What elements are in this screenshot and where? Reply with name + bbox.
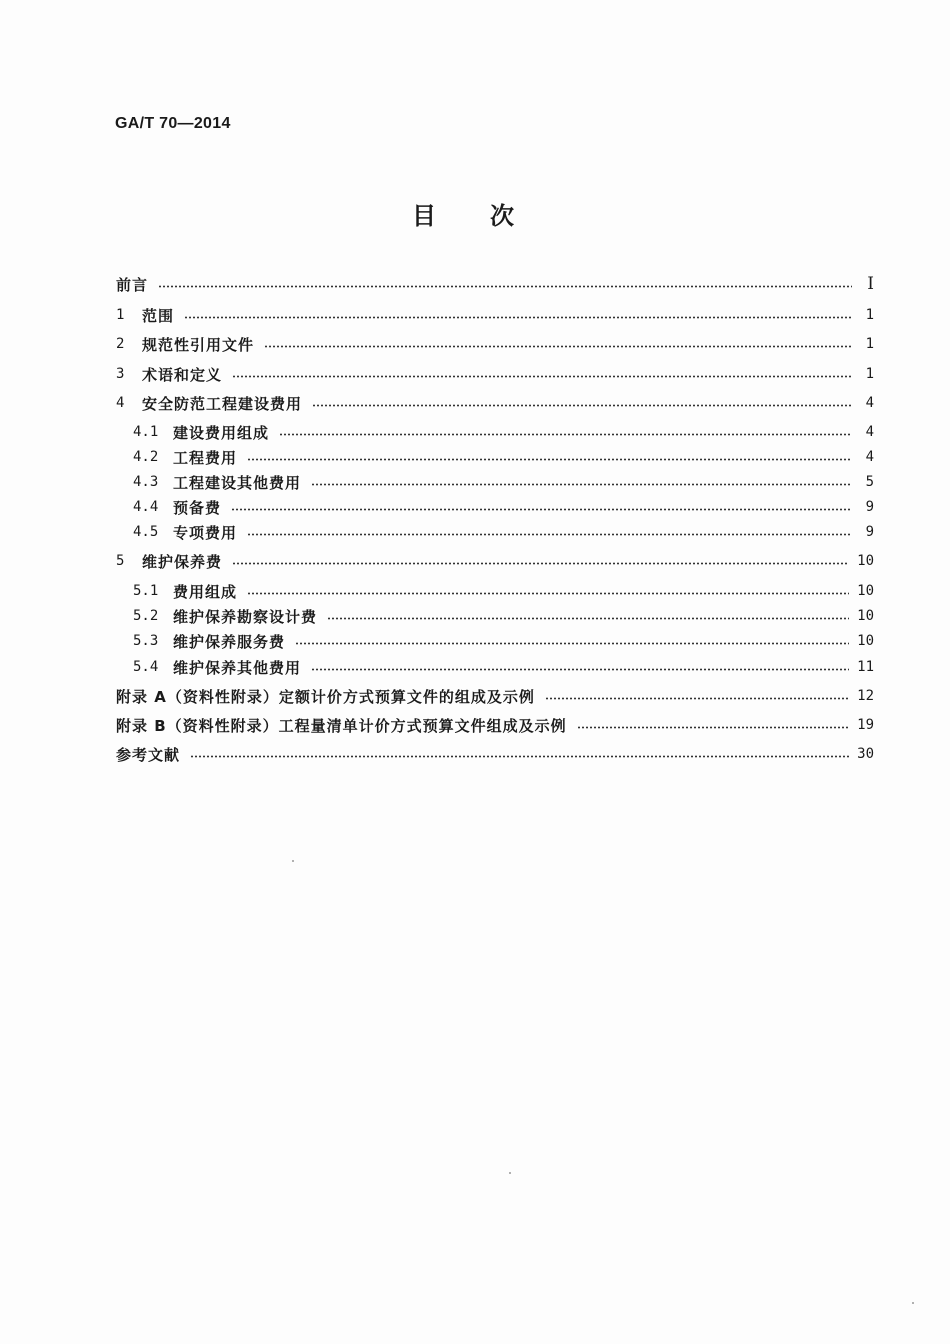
toc-entry-label: 维护保养费: [142, 552, 223, 571]
scan-speck: [292, 860, 294, 862]
toc-entry-label: 参考文献: [116, 745, 181, 764]
toc-entry-page: 10: [857, 553, 874, 569]
toc-title: 目次: [412, 202, 568, 230]
standard-code: GA/T 70—2014: [115, 115, 231, 132]
dot-leader: [311, 668, 849, 671]
toc-entry-appendix-b[interactable]: [116, 713, 874, 737]
toc-entry-label: 专项费用: [173, 523, 238, 542]
dot-leader: [231, 508, 852, 511]
toc-entry-label: 费用组成: [173, 582, 238, 601]
dot-leader: [247, 458, 852, 461]
toc-entry-label: 维护保养勘察设计费: [173, 607, 318, 626]
toc-entry-page: 19: [857, 717, 874, 733]
toc-entry-label: 范围: [142, 306, 175, 325]
toc-entry-4-3[interactable]: [133, 470, 874, 494]
toc-entry-page: 4: [865, 395, 874, 411]
dot-leader: [311, 483, 852, 486]
toc-entry-5-2[interactable]: [133, 604, 874, 628]
dot-leader: [247, 533, 852, 536]
toc-entry-5-4[interactable]: [133, 655, 874, 679]
toc-entry-number: 4.5: [133, 524, 159, 540]
toc-entry-number: 3: [116, 366, 125, 382]
toc-entry-label: 附录 B（资料性附录）工程量清单计价方式预算文件组成及示例: [116, 716, 567, 735]
toc-entry-5-1[interactable]: [133, 579, 874, 603]
toc-entry-number: 5: [116, 553, 125, 569]
toc-entry-label: 工程费用: [173, 448, 238, 467]
toc-entry-number: 5.4: [133, 659, 159, 675]
toc-entry-label: 规范性引用文件: [142, 335, 255, 354]
toc-entry-label: 建设费用组成: [173, 423, 270, 442]
scan-speck: [509, 1172, 511, 1174]
toc-entry-page: 11: [857, 659, 874, 675]
toc-entry-page: 9: [865, 524, 874, 540]
toc-entry-page: 12: [857, 688, 874, 704]
dot-leader: [184, 316, 852, 319]
dot-leader: [577, 726, 849, 729]
dot-leader: [545, 697, 849, 700]
toc-entry-number: 4.4: [133, 499, 159, 515]
dot-leader: [295, 642, 849, 645]
dot-leader: [190, 755, 849, 758]
toc-entry-number: 4.2: [133, 449, 159, 465]
toc-entry-number: 1: [116, 307, 125, 323]
dot-leader: [247, 592, 849, 595]
dot-leader: [327, 617, 849, 620]
toc-entry-number: 2: [116, 336, 125, 352]
toc-entry-page: 9: [865, 499, 874, 515]
toc-entry-appendix-a[interactable]: [116, 684, 874, 708]
toc-entry-label: 前言: [116, 275, 149, 294]
dot-leader: [232, 562, 849, 565]
toc-entry-page: 10: [857, 608, 874, 624]
dot-leader: [158, 285, 852, 288]
toc-entry-1[interactable]: [116, 303, 874, 327]
toc-entry-label: 维护保养服务费: [173, 632, 286, 651]
toc-entry-number: 5.3: [133, 633, 159, 649]
toc-entry-4[interactable]: [116, 391, 874, 415]
dot-leader: [232, 375, 852, 378]
toc-entry-label: 工程建设其他费用: [173, 473, 302, 492]
toc-entry-number: 4.1: [133, 424, 159, 440]
toc-entry-number: 5.1: [133, 583, 159, 599]
toc-entry-references[interactable]: [116, 742, 874, 766]
toc-entry-2[interactable]: [116, 332, 874, 356]
toc-entry-label: 术语和定义: [142, 365, 223, 384]
toc-entry-label: 预备费: [173, 498, 222, 517]
toc-entry-page: 30: [857, 746, 874, 762]
toc-entry-4-1[interactable]: [133, 420, 874, 444]
toc-entry-4-5[interactable]: [133, 520, 874, 544]
toc-entry-page: 5: [865, 474, 874, 490]
toc-entry-page: Ⅰ: [867, 274, 874, 294]
dot-leader: [264, 345, 852, 348]
toc-entry-page: 10: [857, 583, 874, 599]
scan-speck: [912, 1302, 914, 1304]
dot-leader: [312, 404, 852, 407]
toc-entry-label: 维护保养其他费用: [173, 658, 302, 677]
toc-entry-5[interactable]: [116, 549, 874, 573]
toc-entry-number: 4: [116, 395, 125, 411]
toc-entry-page: 1: [865, 336, 874, 352]
toc-entry-page: 4: [865, 449, 874, 465]
toc-entry-page: 1: [865, 307, 874, 323]
toc-entry-4-4[interactable]: [133, 495, 874, 519]
dot-leader: [279, 433, 852, 436]
toc-entry-page: 4: [865, 424, 874, 440]
toc-entry-number: 5.2: [133, 608, 159, 624]
toc-entry-foreword[interactable]: [116, 272, 874, 296]
toc-entry-5-3[interactable]: [133, 629, 874, 653]
toc-entry-number: 4.3: [133, 474, 159, 490]
toc-entry-4-2[interactable]: [133, 445, 874, 469]
toc-entry-page: 10: [857, 633, 874, 649]
toc-entry-label: 安全防范工程建设费用: [142, 394, 303, 413]
toc-entry-3[interactable]: [116, 362, 874, 386]
toc-entry-page: 1: [865, 366, 874, 382]
toc-entry-label: 附录 A（资料性附录）定额计价方式预算文件的组成及示例: [116, 687, 535, 706]
